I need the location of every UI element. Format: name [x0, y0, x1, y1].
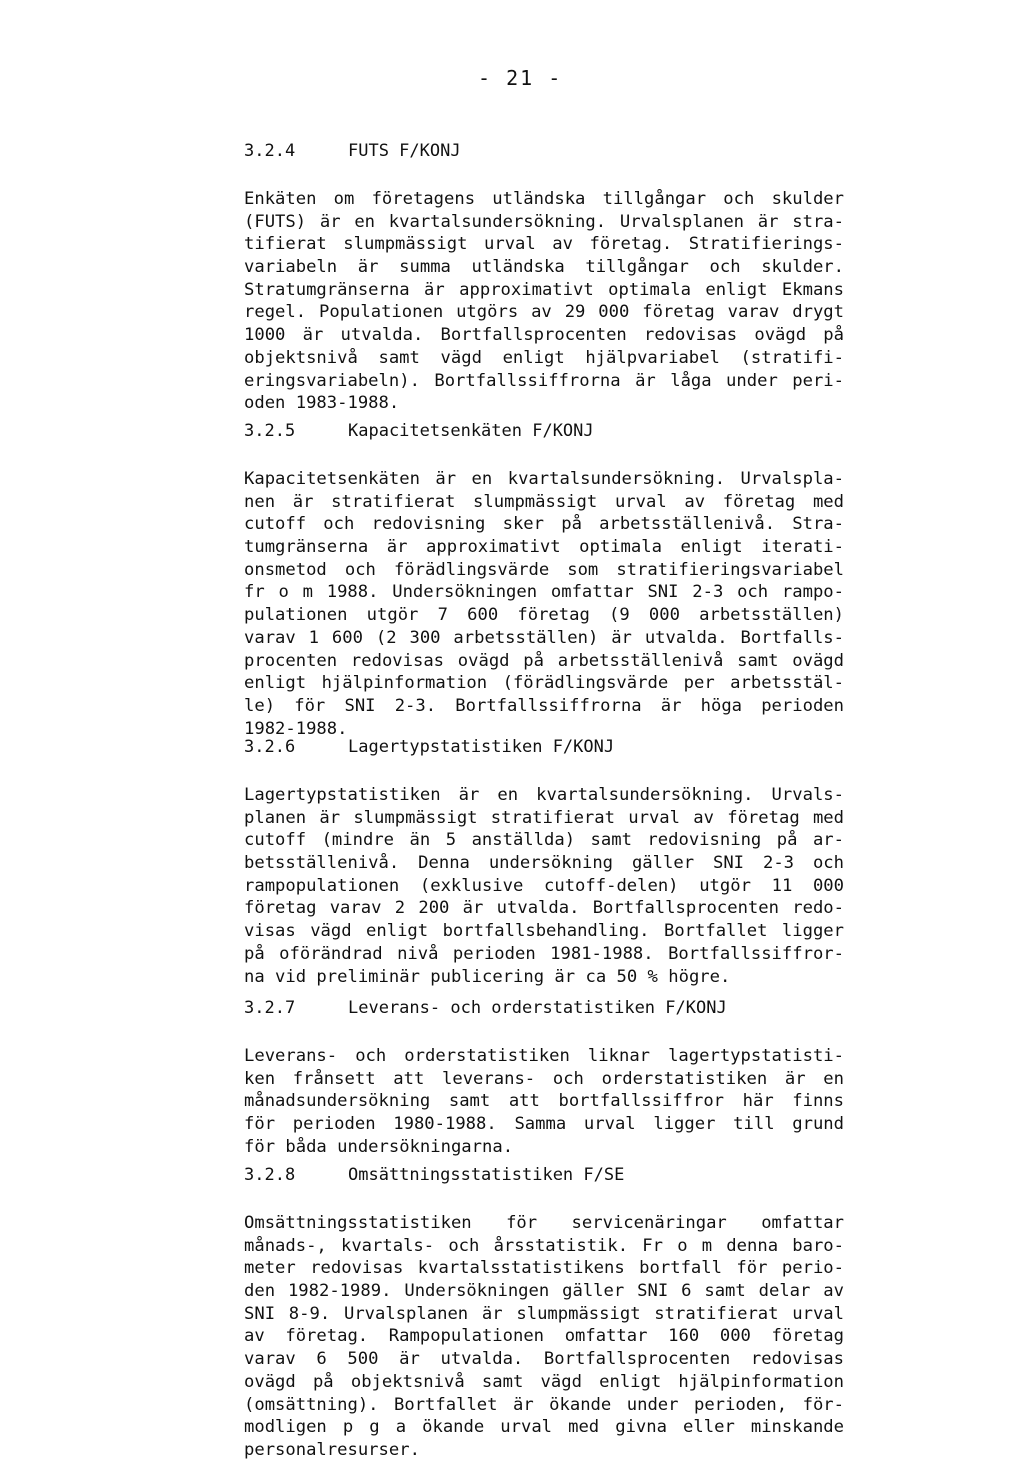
text-line: för båda undersökningarna. — [244, 1136, 514, 1157]
section-title: Lagertypstatistiken F/KONJ — [348, 737, 615, 757]
text-line: modligen p g a ökande urval med givna eller minskande — [244, 1417, 844, 1438]
text-line: företag varav 2 200 är utvalda. Bortfallsprocenten redo- — [244, 898, 844, 919]
section-body — [244, 1212, 844, 1462]
text-line: Omsättningsstatistiken för servicenäringar omfattar — [244, 1213, 844, 1233]
text-line: SNI 8-9. Urvalsplanen är slumpmässigt stratifierat urval — [244, 1303, 844, 1324]
text-line: le) för SNI 2-3. Bortfallssiffrorna är höga perioden — [244, 695, 844, 716]
text-line: 1982-1988. — [244, 718, 348, 739]
section-heading — [244, 140, 844, 162]
page-number: - 21 - — [478, 66, 563, 90]
text-line: månadsundersökning samt att bortfallssiffror här finns — [244, 1091, 844, 1112]
text-line: ovägd på objektsnivå samt vägd enligt hjälpinformation — [244, 1371, 844, 1392]
section-body — [244, 468, 844, 740]
text-line: oden 1983-1988. — [244, 393, 400, 414]
text-line: Enkäten om företagens utländska tillgångar och skulder — [244, 189, 844, 209]
text-line: Lagertypstatistiken är en kvartalsundersökning. Urvals- — [244, 785, 844, 805]
text-line: den 1982-1989. Undersökningen gäller SNI 6 samt delar av — [244, 1281, 844, 1302]
text-line: betsställenivå. Denna undersökning gäller SNI 2-3 och — [244, 853, 844, 874]
section-heading — [244, 736, 844, 758]
section-title: Leverans- och orderstatistiken F/KONJ — [348, 998, 727, 1018]
text-line: Stratumgränserna är approximativt optimala enligt Ekmans — [244, 279, 844, 300]
text-line: cutoff och redovisning sker på arbetsställenivå. Stra- — [244, 514, 844, 535]
text-line: objektsnivå samt vägd enligt hjälpvariabel (stratifi- — [244, 347, 844, 368]
text-line: regel. Populationen utgörs av 29 000 företag varav drygt — [244, 302, 844, 323]
text-line: na vid preliminär publicering är ca 50 % högre. — [244, 966, 731, 987]
text-line: av företag. Rampopulationen omfattar 160 000 företag — [244, 1326, 844, 1347]
text-line: på oförändrad nivå perioden 1981-1988. Bortfallssiffror- — [244, 943, 844, 964]
text-line: tumgränserna är approximativt optimala enligt iterati- — [244, 537, 844, 558]
section-title: Omsättningsstatistiken F/SE — [348, 1165, 625, 1185]
text-line: cutoff (mindre än 5 anställda) samt redovisning på ar- — [244, 830, 844, 851]
section-body — [244, 784, 844, 988]
text-line: eringsvariabeln). Bortfallssiffrorna är låga under peri- — [244, 370, 844, 391]
section-body — [244, 1045, 844, 1158]
text-line: månads-, kvartals- och årsstatistik. Fr o m denna baro- — [244, 1235, 844, 1256]
text-line: varav 6 500 är utvalda. Bortfallsprocenten redovisas — [244, 1349, 844, 1370]
section-number: 3.2.6 — [244, 737, 296, 757]
text-line: variabeln är summa utländska tillgångar och skulder. — [244, 257, 844, 278]
section-heading — [244, 420, 844, 442]
section-3-2-5 — [244, 420, 844, 740]
text-line: tifierat slumpmässigt urval av företag. Stratifierings- — [244, 234, 844, 255]
section-body — [244, 188, 844, 415]
text-line: ken frånsett att leverans- och orderstatistiken är en — [244, 1068, 844, 1089]
section-title: Kapacitetsenkäten F/KONJ — [348, 421, 594, 441]
text-line: (omsättning). Bortfallet är ökande under perioden, för- — [244, 1394, 844, 1415]
text-line: pulationen utgör 7 600 företag (9 000 arbetsställen) — [244, 605, 844, 626]
section-heading — [244, 997, 844, 1019]
text-line: meter redovisas kvartalsstatistikens bortfall för perio- — [244, 1258, 844, 1279]
section-3-2-6 — [244, 736, 844, 988]
text-line: planen är slumpmässigt stratifierat urval av företag med — [244, 807, 844, 828]
text-line: onsmetod och förädlingsvärde som stratifieringsvariabel — [244, 559, 844, 580]
section-heading — [244, 1164, 844, 1186]
text-line: nen är stratifierat slumpmässigt urval av företag med — [244, 491, 844, 512]
text-line: (FUTS) är en kvartalsundersökning. Urvalsplanen är stra- — [244, 211, 844, 232]
text-line: personalresurser. — [244, 1439, 420, 1460]
section-number: 3.2.4 — [244, 141, 296, 161]
text-line: procenten redovisas ovägd på arbetsställenivå samt ovägd — [244, 650, 844, 671]
text-line: rampopulationen (exklusive cutoff-delen) utgör 11 000 — [244, 875, 844, 896]
text-line: fr o m 1988. Undersökningen omfattar SNI 2-3 och rampo- — [244, 582, 844, 603]
section-title: FUTS F/KONJ — [348, 141, 461, 161]
text-line: för perioden 1980-1988. Samma urval ligger till grund — [244, 1114, 844, 1135]
text-line: visas vägd enligt bortfallsbehandling. Bortfallet ligger — [244, 921, 844, 942]
section-3-2-4 — [244, 140, 844, 415]
text-line: 1000 är utvalda. Bortfallsprocenten redovisas ovägd på — [244, 325, 844, 346]
section-3-2-8 — [244, 1164, 844, 1462]
text-line: varav 1 600 (2 300 arbetsställen) är utvalda. Bortfalls- — [244, 627, 844, 648]
section-3-2-7 — [244, 997, 844, 1158]
text-line: Leverans- och orderstatistiken liknar lagertypstatisti- — [244, 1046, 844, 1066]
section-number: 3.2.5 — [244, 421, 296, 441]
text-line: enligt hjälpinformation (förädlingsvärde per arbetsstäl- — [244, 673, 844, 694]
section-number: 3.2.7 — [244, 998, 296, 1018]
section-number: 3.2.8 — [244, 1165, 296, 1185]
text-line: Kapacitetsenkäten är en kvartalsundersökning. Urvalspla- — [244, 469, 844, 489]
